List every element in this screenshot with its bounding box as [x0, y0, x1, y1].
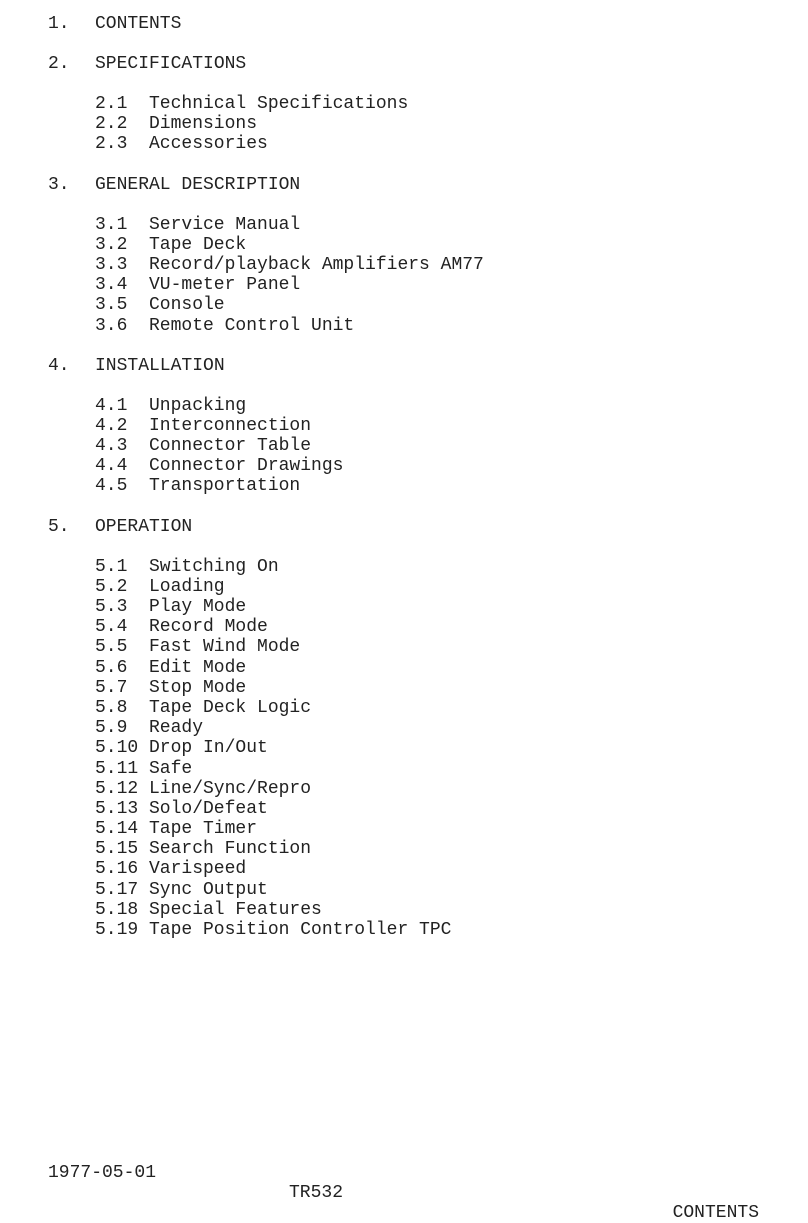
subsection-number: 5.11: [95, 758, 139, 779]
subsection-item: [95, 597, 484, 617]
footer-date: 1977-05-01: [48, 1163, 157, 1183]
subsection-item: [95, 799, 484, 819]
subsection-number: 5.16: [95, 859, 139, 880]
subsection-number: 5.2: [95, 576, 128, 597]
subsection-list: [95, 94, 484, 155]
subsection-number: 3.1: [95, 214, 128, 235]
subsection-title: Stop Mode: [149, 677, 247, 698]
subsection-number: 5.6: [95, 657, 128, 678]
subsection-number: 3.5: [95, 295, 128, 316]
section-number: 3.: [48, 174, 70, 195]
subsection-number: 5.7: [95, 677, 128, 698]
footer-document-id: TR532: [289, 1183, 344, 1203]
subsection-item: [95, 235, 484, 255]
subsection-title: Tape Deck Logic: [149, 697, 312, 718]
subsection-title: Technical Specifications: [149, 94, 409, 114]
subsection-item: [95, 416, 484, 436]
subsection-number: 5.9: [95, 718, 128, 739]
subsection-number: 5.8: [95, 697, 128, 718]
section-heading: [48, 14, 484, 34]
subsection-item: [95, 920, 484, 940]
subsection-item: [95, 880, 484, 900]
table-of-contents: [48, 14, 484, 940]
subsection-item: [95, 255, 484, 275]
subsection-title: Tape Timer: [149, 819, 258, 840]
subsection-item: [95, 94, 484, 114]
subsection-number: 5.1: [95, 556, 128, 577]
subsection-title: Transportation: [149, 476, 301, 497]
section-number: 1.: [48, 14, 70, 34]
subsection-item: [95, 476, 484, 496]
subsection-item: [95, 316, 484, 336]
subsection-number: 5.17: [95, 879, 139, 900]
subsection-item: [95, 436, 484, 456]
section-heading: [48, 54, 484, 74]
section-number: 5.: [48, 516, 70, 537]
subsection-number: 3.3: [95, 254, 128, 275]
subsection-number: 4.5: [95, 476, 128, 497]
section-title: OPERATION: [95, 516, 193, 537]
subsection-title: Safe: [149, 758, 193, 779]
subsection-item: [95, 779, 484, 799]
subsection-title: Loading: [149, 576, 225, 597]
subsection-item: [95, 698, 484, 718]
subsection-item: [95, 215, 484, 235]
subsection-title: Unpacking: [149, 395, 247, 416]
section-number: 4.: [48, 355, 70, 376]
subsection-title: Edit Mode: [149, 657, 247, 678]
subsection-title: Connector Drawings: [149, 456, 344, 477]
subsection-number: 4.3: [95, 436, 128, 457]
section-title: GENERAL DESCRIPTION: [95, 174, 301, 195]
subsection-number: 5.5: [95, 637, 128, 658]
subsection-list: [95, 557, 484, 941]
subsection-number: 5.3: [95, 597, 128, 617]
subsection-item: [95, 718, 484, 738]
toc-section: [48, 175, 484, 336]
section-heading: [48, 517, 484, 537]
subsection-title: Special Features: [149, 899, 322, 920]
subsection-title: Ready: [149, 718, 204, 739]
subsection-number: 4.4: [95, 456, 128, 477]
section-title: CONTENTS: [95, 14, 182, 34]
subsection-number: 5.18: [95, 899, 139, 920]
subsection-title: VU-meter Panel: [149, 275, 301, 296]
section-heading: [48, 175, 484, 195]
page-footer: [0, 1143, 808, 1223]
subsection-number: 5.4: [95, 617, 128, 638]
toc-section: [48, 14, 484, 34]
section-heading: [48, 356, 484, 376]
subsection-item: [95, 678, 484, 698]
subsection-item: [95, 577, 484, 597]
subsection-item: [95, 759, 484, 779]
section-title: INSTALLATION: [95, 355, 225, 376]
subsection-number: 3.4: [95, 275, 128, 296]
subsection-item: [95, 819, 484, 839]
section-number: 2.: [48, 54, 70, 74]
subsection-title: Varispeed: [149, 859, 247, 880]
subsection-title: Service Manual: [149, 214, 301, 235]
subsection-number: 2.2: [95, 114, 128, 135]
subsection-number: 5.14: [95, 819, 139, 840]
subsection-number: 4.1: [95, 395, 128, 416]
subsection-title: Search Function: [149, 839, 312, 860]
subsection-list: [95, 396, 484, 497]
subsection-title: Accessories: [149, 134, 268, 155]
subsection-number: 2.3: [95, 134, 128, 155]
subsection-number: 3.2: [95, 234, 128, 255]
subsection-title: Drop In/Out: [149, 738, 268, 759]
subsection-list: [95, 215, 484, 336]
subsection-title: Record/playback Amplifiers AM77: [149, 254, 484, 275]
subsection-title: Tape Deck: [149, 234, 247, 255]
subsection-number: 5.19: [95, 920, 139, 940]
footer-page-title: CONTENTS: [672, 1203, 759, 1223]
toc-section: [48, 356, 484, 497]
subsection-number: 5.13: [95, 798, 139, 819]
subsection-item: [95, 637, 484, 657]
subsection-title: Fast Wind Mode: [149, 637, 301, 658]
subsection-item: [95, 396, 484, 416]
subsection-number: 5.15: [95, 839, 139, 860]
subsection-title: Sync Output: [149, 879, 268, 900]
subsection-item: [95, 557, 484, 577]
toc-section: [48, 54, 484, 155]
subsection-title: Tape Position Controller TPC: [149, 920, 452, 940]
subsection-title: Play Mode: [149, 597, 247, 617]
subsection-title: Dimensions: [149, 114, 258, 135]
subsection-item: [95, 738, 484, 758]
section-title: SPECIFICATIONS: [95, 54, 247, 74]
subsection-number: 2.1: [95, 94, 128, 114]
subsection-item: [95, 456, 484, 476]
toc-section: [48, 517, 484, 941]
subsection-title: Connector Table: [149, 436, 312, 457]
subsection-title: Solo/Defeat: [149, 798, 268, 819]
subsection-number: 4.2: [95, 415, 128, 436]
subsection-title: Record Mode: [149, 617, 268, 638]
subsection-number: 3.6: [95, 315, 128, 336]
subsection-title: Remote Control Unit: [149, 315, 355, 336]
subsection-number: 5.10: [95, 738, 139, 759]
subsection-title: Line/Sync/Repro: [149, 778, 312, 799]
subsection-title: Interconnection: [149, 415, 312, 436]
subsection-item: [95, 275, 484, 295]
subsection-item: [95, 295, 484, 315]
subsection-item: [95, 900, 484, 920]
subsection-item: [95, 839, 484, 859]
subsection-item: [95, 114, 484, 134]
subsection-number: 5.12: [95, 778, 139, 799]
subsection-item: [95, 134, 484, 154]
subsection-item: [95, 658, 484, 678]
subsection-item: [95, 859, 484, 879]
subsection-title: Switching On: [149, 556, 279, 577]
subsection-title: Console: [149, 295, 225, 316]
subsection-item: [95, 617, 484, 637]
